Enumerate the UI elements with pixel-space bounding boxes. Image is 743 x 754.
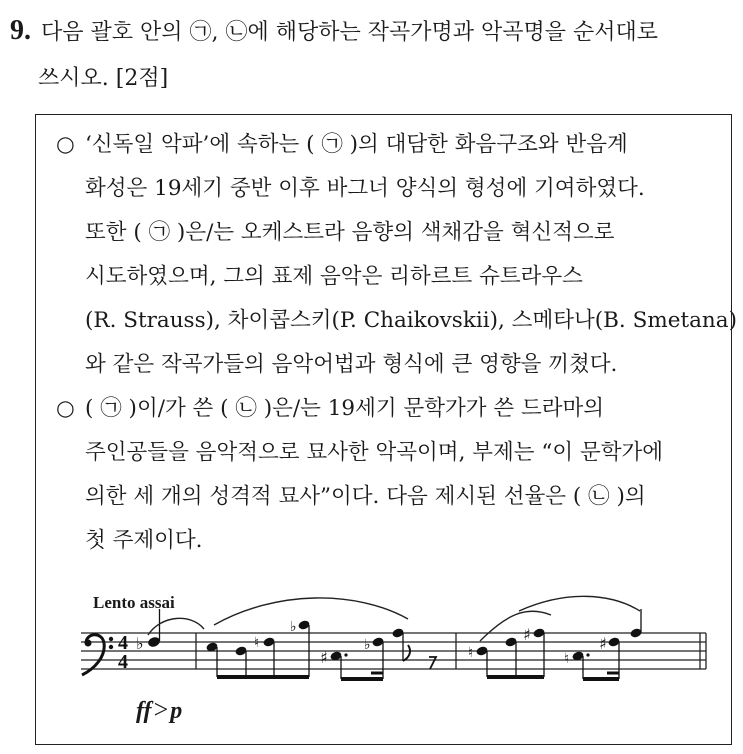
dynamic-ff: ff [136,698,152,724]
question-text-line2: 쓰시오. [2점] [38,66,169,91]
item2-line: ( ㉠ )이/가 쓴 ( ㉡ )은/는 19세기 문학가가 쓴 드라마의 [85,396,605,421]
item2-line: 첫 주제이다. [85,528,203,553]
dynamics [136,695,182,725]
item1-line: ‘신독일 악파’에 속하는 ( ㉠ )의 대담한 화음구조와 반음계 [85,132,628,157]
flat-icon: ♭ [136,634,144,653]
item2-line: 주인공들을 음악적으로 묘사한 악곡이며, 부제는 “이 문학가에 [85,440,664,465]
sharp-icon: ♯ [599,634,607,653]
item1-line: 와 같은 작곡가들의 음악어법과 형식에 큰 영향을 끼쳤다. [85,352,618,377]
item1-line: 또한 ( ㉠ )은/는 오케스트라 음향의 색채감을 혁신적으로 [85,220,615,245]
sharp-icon: ♯ [320,648,328,667]
passage-item-1 [56,123,737,387]
flat-icon: ♭ [290,619,297,635]
question-text-line1: 다음 괄호 안의 ㉠, ㉡에 해당하는 작곡가명과 악곡명을 순서대로 [41,20,658,45]
passage-item-2 [56,387,716,563]
rest-icon [429,657,436,669]
question-number: 9. [10,15,31,46]
item1-line: 화성은 19세기 중반 이후 바그너 양식의 형성에 기여하였다. [85,176,645,201]
sharp-icon: ♯ [523,625,531,644]
flat-icon: ♭ [364,637,371,653]
time-signature-top: 4 [118,632,128,654]
note-group [320,627,436,679]
item1-line: (R. Strauss), 차이콥스키(P. Chaikovskii), 스메타나(B. Smetana) [85,308,737,333]
item1-line: 시도하였으며, 그의 표제 음악은 리하르트 슈트라우스 [85,264,583,289]
time-signature-bottom: 4 [118,651,128,673]
natural-icon: ♮ [254,635,260,651]
tempo-marking: Lento assai [93,593,175,612]
dynamic-p: p [170,698,183,724]
note [136,609,161,653]
passage-box [35,114,737,745]
natural-icon: ♮ [468,645,474,661]
note-group [205,619,310,677]
decrescendo-hairpin-icon: > [153,695,169,724]
bullet-icon: ○ [56,396,75,421]
item2-line: 의한 세 개의 성격적 묘사”이다. 다음 제시된 선율은 ( ㉡ )의 [85,484,646,509]
natural-icon: ♮ [564,651,570,667]
bullet-icon: ○ [56,132,75,157]
question-header [10,8,735,102]
